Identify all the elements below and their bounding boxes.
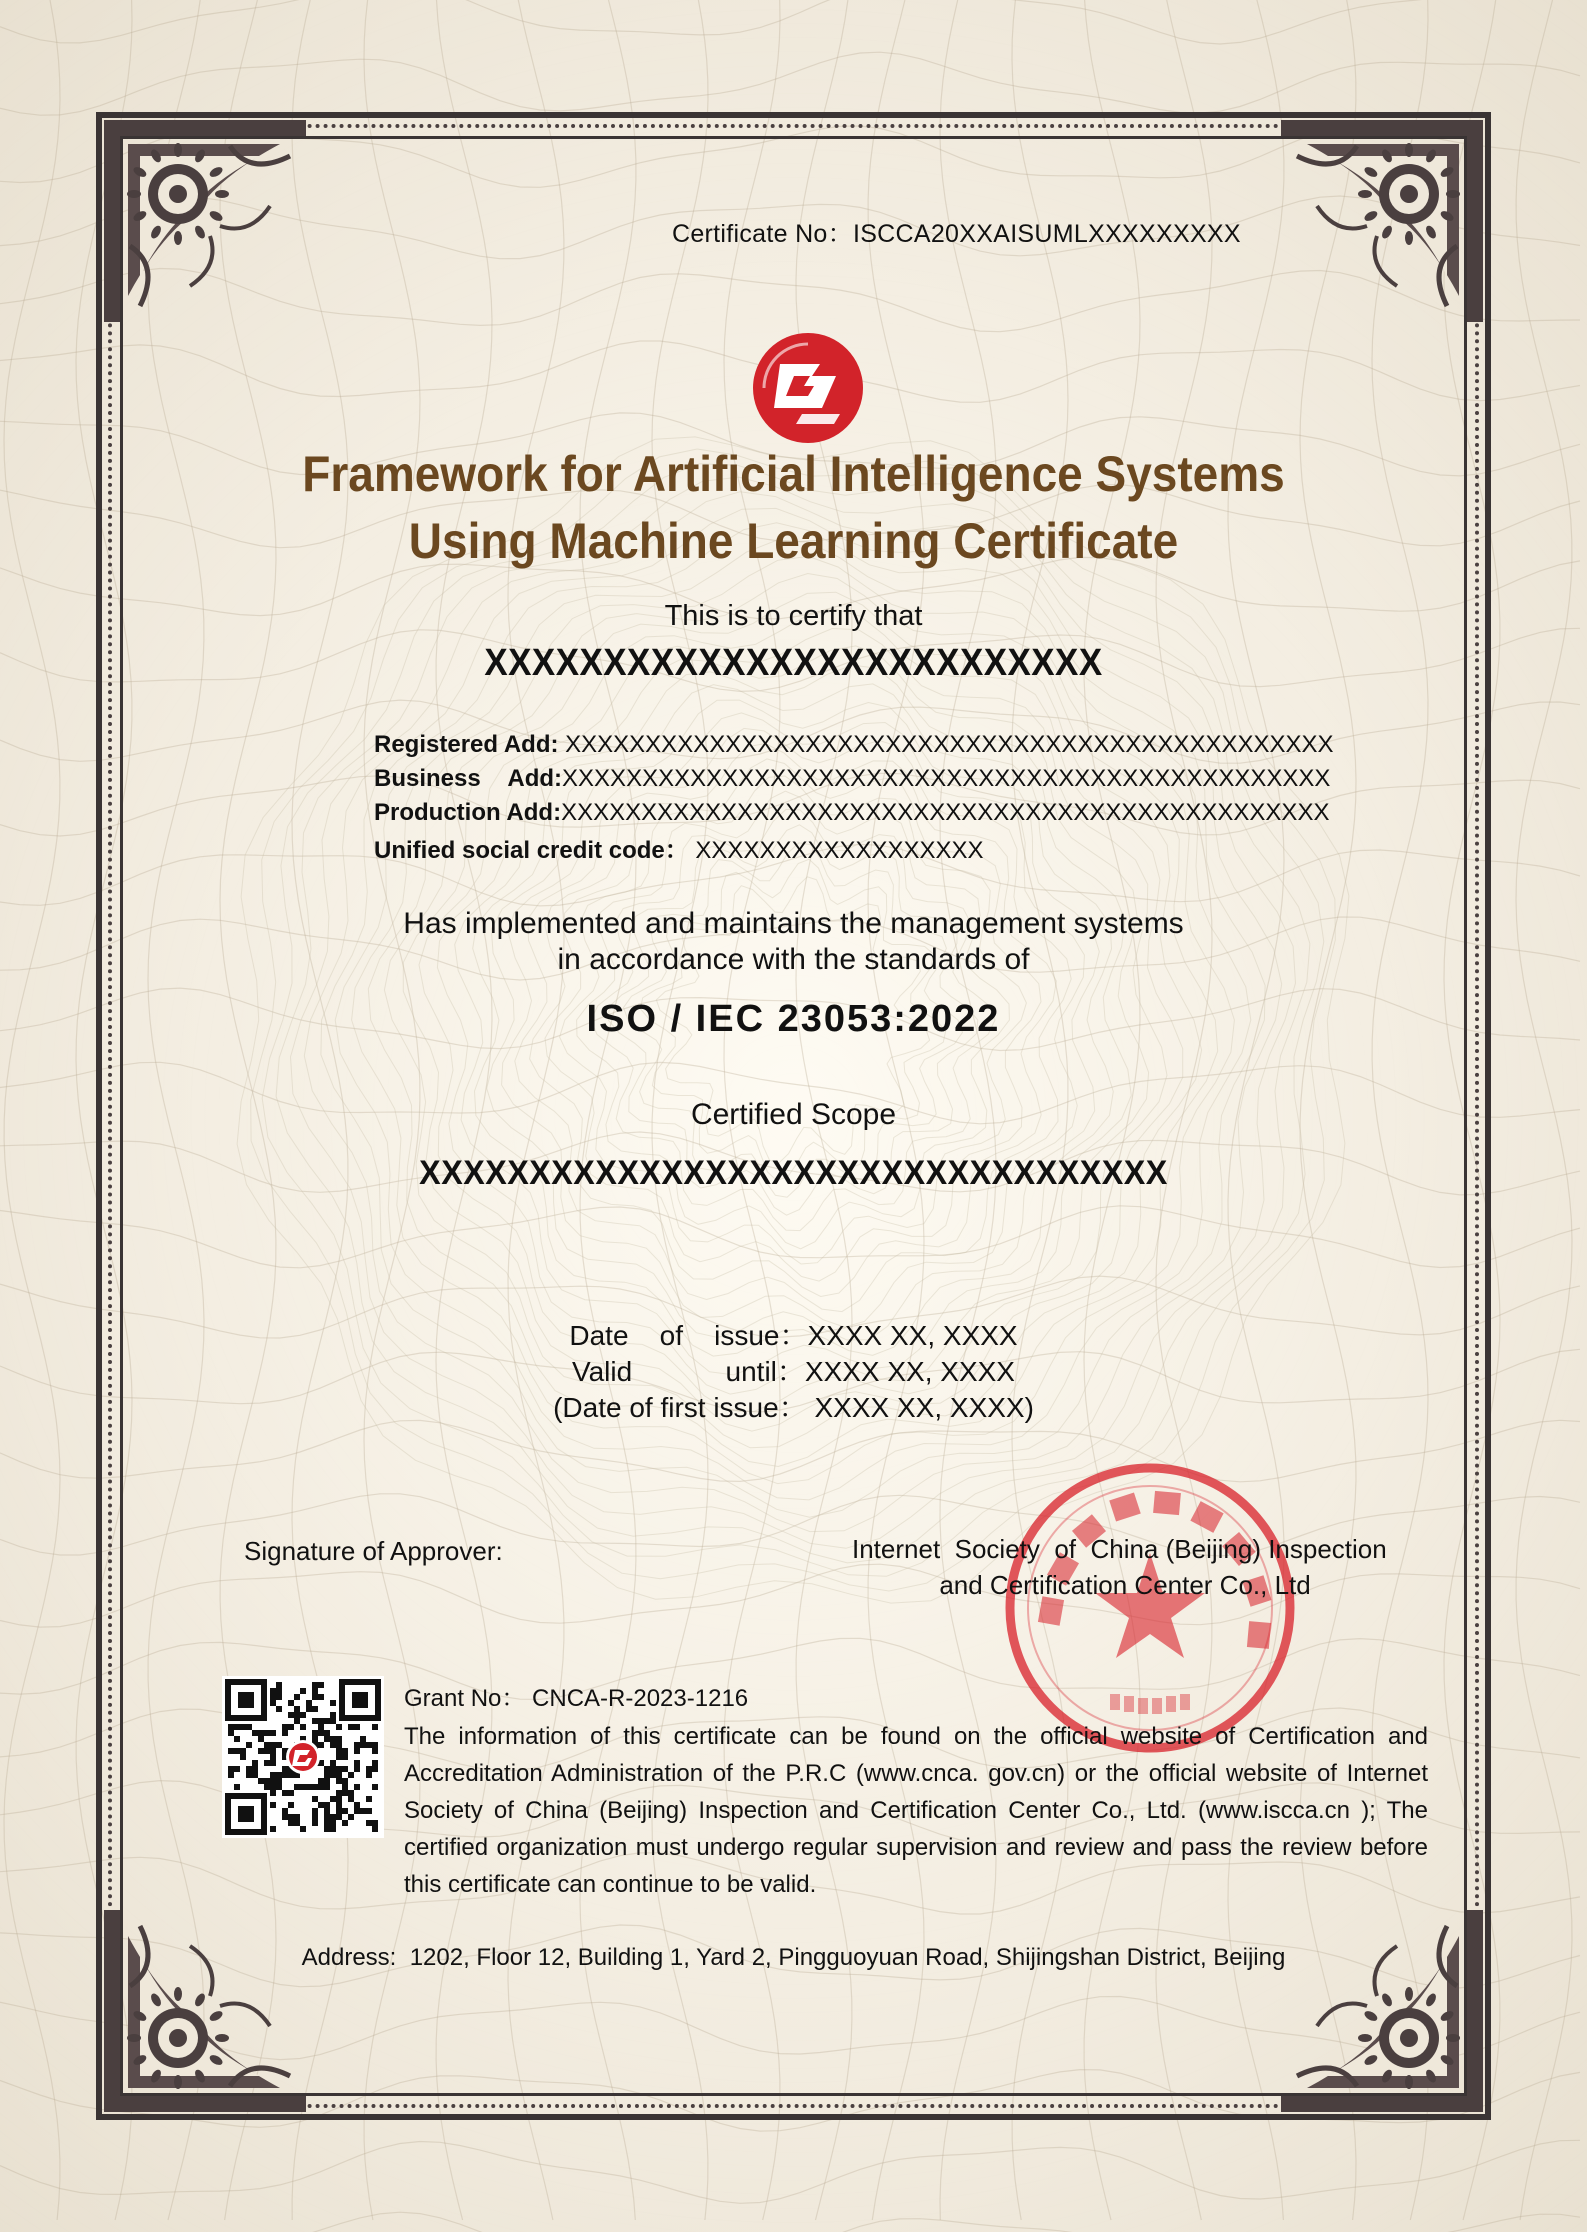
issuing-organization — [852, 1531, 1387, 1603]
credit-code-row — [374, 834, 1334, 868]
grant-number-value: CNCA-R-2023-1216 — [525, 1685, 749, 1712]
qr-code-icon — [222, 1676, 384, 1838]
address-details — [374, 728, 1334, 868]
production-address-value: XXXXXXXXXXXXXXXXXXXXXXXXXXXXXXXXXXXXXXXXXXXXXXXX — [561, 799, 1330, 826]
certificate-info-text: The information of this certificate can be found on the official website of Certification and Accreditation Administration of the P.R.C (www.cnca. gov.cn) or the official website of Internet Society of China (Beijing) Inspection and Certification Center Co., Ltd. (www.iscca.cn ); The certified organization must undergo regular supervision and review and pass the review before this certificate can continue to be valid. — [404, 1723, 1428, 1898]
registered-address-row — [374, 728, 1334, 762]
date-of-issue-row — [0, 1318, 1587, 1354]
ornamental-corner-icon — [100, 116, 310, 326]
production-address-label: Production Add: — [374, 799, 562, 826]
certificate-number — [672, 214, 1241, 250]
ornamental-corner-icon — [1277, 116, 1487, 326]
first-issue-value: XXXX XX, XXXX) — [806, 1392, 1034, 1423]
credit-code-label: Unified social credit code： — [374, 837, 689, 864]
first-issue-row — [0, 1390, 1587, 1426]
registered-address-value: XXXXXXXXXXXXXXXXXXXXXXXXXXXXXXXXXXXXXXXXXXXXXXXX — [558, 731, 1334, 758]
certify-statement: This is to certify that — [664, 600, 923, 632]
ornamental-corner-icon — [1277, 1906, 1487, 2116]
implementation-line1: Has implemented and maintains the management systems — [403, 907, 1184, 940]
valid-until-label: Valid until： — [571, 1356, 805, 1387]
date-of-issue-label: Date of issue： — [569, 1320, 808, 1351]
first-issue-label: (Date of first issue： — [553, 1392, 807, 1423]
organization-line1: Internet Society of China (Beijing) Inspection — [852, 1534, 1387, 1564]
company-name: XXXXXXXXXXXXXXXXXXXXXXXXXX — [484, 642, 1103, 684]
business-address-row — [374, 762, 1334, 796]
signature-label: Signature of Approver: — [244, 1536, 503, 1566]
ornamental-corner-icon — [100, 1906, 310, 2116]
valid-until-row — [0, 1354, 1587, 1390]
certificate-number-label: Certificate No： — [672, 220, 853, 248]
date-of-issue-value: XXXX XX, XXXX — [807, 1320, 1018, 1351]
scope-value: XXXXXXXXXXXXXXXXXXXXXXXXXXXXXXXXXX — [419, 1154, 1168, 1192]
standard-name: ISO / IEC 23053:2022 — [586, 998, 1001, 1040]
implementation-statement — [0, 906, 1587, 978]
grant-number-label: Grant No： — [404, 1685, 526, 1712]
certificate-title-line1: Framework for Artificial Intelligence Systems — [302, 446, 1285, 502]
business-address-value: XXXXXXXXXXXXXXXXXXXXXXXXXXXXXXXXXXXXXXXXXXXXXXXX — [562, 765, 1331, 792]
valid-until-value: XXXX XX, XXXX — [804, 1356, 1015, 1387]
credit-code-value: XXXXXXXXXXXXXXXXXX — [688, 837, 984, 864]
certificate-title-line2: Using Machine Learning Certificate — [408, 513, 1179, 569]
grant-number — [404, 1678, 748, 1713]
implementation-line2: in accordance with the standards of — [557, 943, 1030, 976]
registered-address-label: Registered Add: — [374, 731, 559, 758]
scope-label: Certified Scope — [690, 1098, 897, 1131]
certificate-number-value: ISCCA20XXAISUMLXXXXXXXXX — [852, 220, 1241, 248]
issuer-address: Address: 1202, Floor 12, Building 1, Yard 2, Pingguoyuan Road, Shijingshan District, Beijing — [301, 1944, 1286, 1971]
iscca-logo-icon — [750, 330, 866, 446]
organization-line2: and Certification Center Co., Ltd — [939, 1570, 1311, 1600]
red-official-seal — [1000, 1458, 1300, 1758]
production-address-row — [374, 796, 1334, 830]
certificate-dates — [0, 1318, 1587, 1426]
business-address-label: Business Add: — [374, 765, 563, 792]
